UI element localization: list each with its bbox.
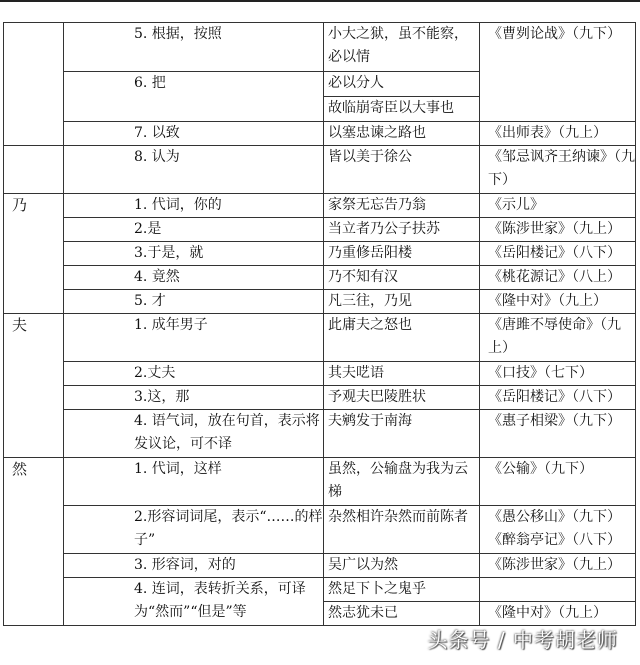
table-row [4,23,636,72]
meaning-cell: 7. 以致 [64,122,324,146]
table-row [4,554,636,578]
source-cell: 《陈涉世家》（九上） [480,554,636,578]
source-cell: 《桃花源记》（八上） [480,266,636,290]
table-row [4,146,636,194]
source-line: 《醉翁亭记》（八下） [488,532,621,548]
char-cell-fu: 夫 [4,314,64,458]
source-cell: 《公输》（九下） [480,458,636,506]
table-row [4,290,636,314]
example-cell: 虽然，公输盘为我为云梯 [324,458,480,506]
meaning-cell: 3.于是，就 [64,242,324,266]
meaning-cell: 4. 连词，表转折关系，可译为“然而”“但是”等 [64,578,324,626]
example-cell: 予观夫巴陵胜状 [324,386,480,410]
source-cell: 《岳阳楼记》（八下） [480,386,636,410]
source-line: 《愚公移山》（九下） [488,509,621,525]
source-cell: 《口技》（七下） [480,362,636,386]
example-cell: 凡三往，乃见 [324,290,480,314]
table-row [4,314,636,362]
meaning-cell: 2.是 [64,218,324,242]
meaning-cell: 4. 语气词，放在句首，表示将发议论，可不译 [64,410,324,458]
char-cell-ran: 然 [4,458,64,626]
meaning-cell: 5. 才 [64,290,324,314]
table-row [4,578,636,602]
meaning-cell: 5. 根据，按照 [64,23,324,72]
source-cell: 《陈涉世家》（九上） [480,218,636,242]
meaning-cell: 4. 竟然 [64,266,324,290]
table-row [4,194,636,218]
source-cell-double [480,506,636,554]
example-cell: 故临崩寄臣以大事也 [324,97,480,122]
meaning-cell: 6. 把 [64,72,324,122]
table-row [4,362,636,386]
source-cell: 《唐雎不辱使命》（九上） [480,314,636,362]
source-cell: 《曹刿论战》（九下） [480,23,636,122]
meaning-cell: 3.这，那 [64,386,324,410]
source-cell [480,578,636,602]
table-row [4,266,636,290]
example-cell: 其夫呓语 [324,362,480,386]
source-cell: 《隆中对》（九上） [480,290,636,314]
classical-chinese-vocab-table [3,22,636,626]
char-cell [4,23,64,146]
char-cell-nai: 乃 [4,194,64,314]
char-cell [4,146,64,194]
example-cell: 乃重修岳阳楼 [324,242,480,266]
table-row [4,242,636,266]
example-cell: 皆以美于徐公 [324,146,480,194]
example-cell: 此庸夫之怒也 [324,314,480,362]
table-row [4,506,636,554]
example-cell: 然志犹未已 [324,602,480,626]
watermark-text: 头条号 / 中考胡老师 [427,628,618,652]
meaning-cell: 3. 形容词，对的 [64,554,324,578]
example-cell: 以塞忠谏之路也 [324,122,480,146]
example-cell: 乃不知有汉 [324,266,480,290]
example-cell: 必以分人 [324,72,480,97]
table-row [4,386,636,410]
meaning-cell: 1. 成年男子 [64,314,324,362]
example-cell: 然足下卜之鬼乎 [324,578,480,602]
table-row [4,122,636,146]
source-cell: 《惠子相梁》（九下） [480,410,636,458]
source-cell: 《岳阳楼记》（八下） [480,242,636,266]
meaning-cell: 1. 代词，这样 [64,458,324,506]
example-cell: 家祭无忘告乃翁 [324,194,480,218]
table-row [4,410,636,458]
meaning-cell: 1. 代词，你的 [64,194,324,218]
table-row [4,458,636,506]
source-cell: 《邹忌讽齐王纳谏》（九下） [480,146,636,194]
top-rule [0,0,640,2]
example-cell: 吴广以为然 [324,554,480,578]
example-cell: 杂然相许杂然而前陈者 [324,506,480,554]
meaning-cell: 2.丈夫 [64,362,324,386]
source-cell: 《出师表》（九上） [480,122,636,146]
example-cell: 小大之狱，虽不能察，必以情 [324,23,480,72]
meaning-cell: 2.形容词词尾，表示“……的样子” [64,506,324,554]
source-cell: 《隆中对》（九上） [480,602,636,626]
example-cell: 夫鹓发于南海 [324,410,480,458]
example-cell: 当立者乃公子扶苏 [324,218,480,242]
source-cell: 《示儿》 [480,194,636,218]
meaning-cell: 8. 认为 [64,146,324,194]
table-row [4,218,636,242]
